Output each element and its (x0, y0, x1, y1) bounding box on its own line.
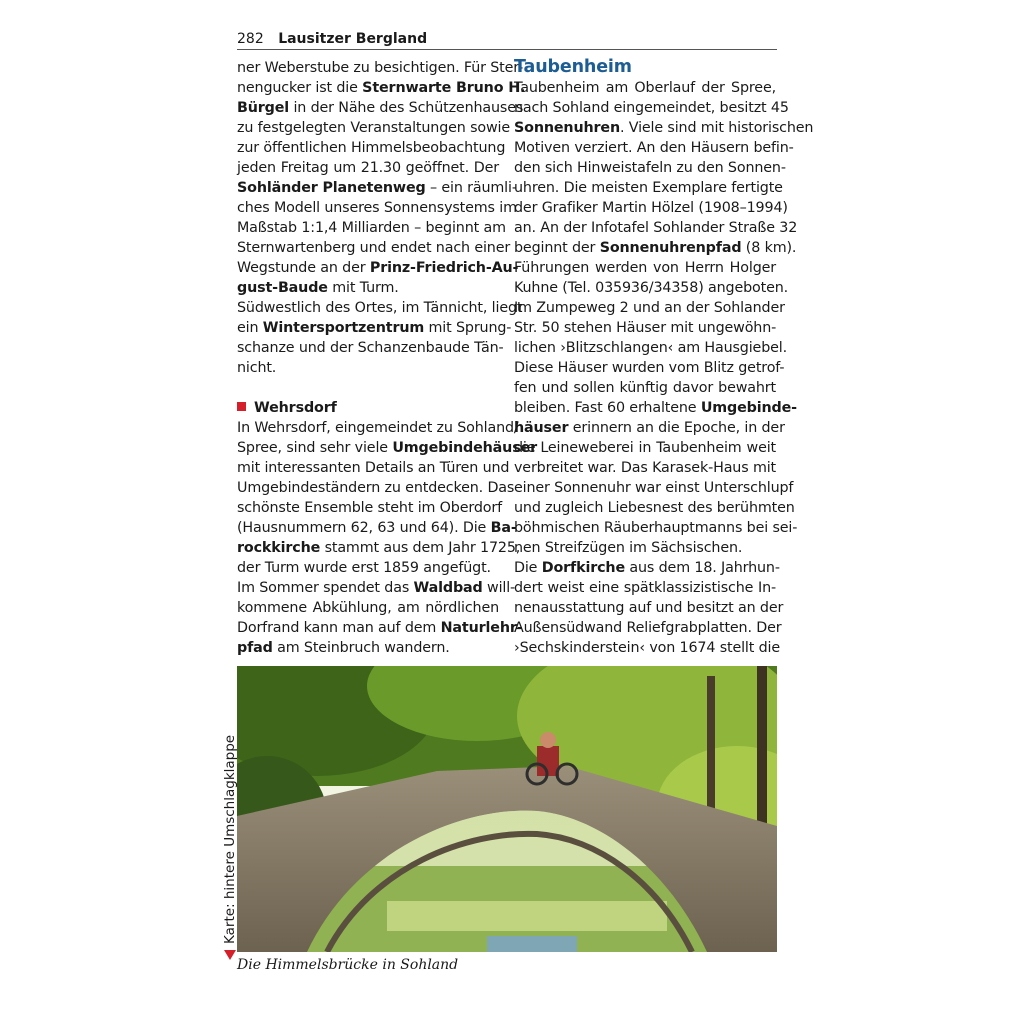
right-column (514, 57, 814, 658)
bold-term: Umgebindehäuser (392, 440, 538, 456)
text-line: Sonnenuhren. Viele sind mit historischen (514, 120, 814, 136)
bold-term: Dorfkirche (541, 560, 626, 576)
text-line: ›Sechskinderstein‹ von 1674 stellt die (514, 640, 780, 656)
map-reference-text: Karte: hintere Umschlagklappe (222, 734, 238, 944)
bold-term: Sonnenuhrenpfad (599, 240, 742, 256)
heading-taubenheim: Taubenheim (514, 57, 632, 77)
text-line: Diese Häuser wurden vom Blitz getrof- (514, 360, 785, 376)
text-line: ches Modell unseres Sonnensystems im (237, 200, 517, 216)
bold-term: Prinz-Friedrich-Au- (369, 260, 519, 276)
text-line: Taubenheim am Oberlauf der Spree, (514, 80, 776, 96)
bold-term: rockkirche (237, 540, 321, 556)
text-line: In Wehrsdorf, eingemeindet zu Sohland/ (237, 420, 519, 436)
text-line: Sternwartenberg und endet nach einer (237, 240, 511, 256)
text-line: schanze und der Schanzenbaude Tän- (237, 340, 504, 356)
text-line: Wegstunde an der Prinz-Friedrich-Au- (237, 260, 519, 276)
photo-caption: Die Himmelsbrücke in Sohland (237, 957, 459, 973)
text-line: uhren. Die meisten Exemplare fertigte (514, 180, 783, 196)
bridge-photo (237, 666, 777, 952)
text-line: dert weist eine spätklassizistische In- (514, 580, 776, 596)
text-line: Spree, sind sehr viele Umgebindehäuser (237, 440, 538, 456)
text-line: einer Sonnenuhr war einst Unterschlupf (514, 480, 794, 496)
red-triangle-icon (224, 950, 236, 960)
bold-term: Sohländer Planetenweg (237, 180, 426, 196)
text-line: zur öffentlichen Himmelsbeobachtung (237, 140, 506, 156)
paragraph (237, 298, 523, 378)
subheading-wehrsdorf (237, 398, 499, 418)
bold-term: Waldbad (413, 580, 483, 596)
paragraph (514, 558, 784, 658)
text-line: Im Sommer spendet das Waldbad will- (237, 580, 516, 596)
bold-term: Naturlehr- (440, 620, 523, 636)
text-line: Außensüdwand Reliefgrabplatten. Der (514, 620, 782, 636)
text-line: den sich Hinweistafeln zu den Sonnen- (514, 160, 786, 176)
text-line: kommene Abkühlung, am nördlichen (237, 600, 499, 616)
text-line: mit interessanten Details an Türen und (237, 460, 510, 476)
text-line: Bürgel in der Nähe des Schützenhauses (237, 100, 524, 116)
text-line: (Hausnummern 62, 63 und 64). Die Ba- (237, 520, 517, 536)
subheading-text: Wehrsdorf (254, 400, 337, 416)
bold-term: gust-Baude (237, 280, 328, 296)
text-line: zu festgelegten Veranstaltungen sowie (237, 120, 510, 136)
running-header (237, 29, 777, 50)
section-title: Lausitzer Bergland (278, 31, 428, 47)
text-line: nen Streifzügen im Sächsischen. (514, 540, 743, 556)
text-line: Im Zumpeweg 2 und an der Sohlander (514, 300, 785, 316)
text-line: böhmischen Räuberhauptmanns bei sei- (514, 520, 798, 536)
paragraph (237, 578, 523, 658)
text-line: nengucker ist die Sternwarte Bruno H. (237, 80, 526, 96)
text-line: verbreitet war. Das Karasek-Haus mit (514, 460, 776, 476)
text-line: häuser erinnern an die Epoche, in der (514, 420, 785, 436)
bridge-illustration (237, 666, 777, 952)
text-line: Die Dorfkirche aus dem 18. Jahrhun- (514, 560, 780, 576)
text-line: rockkirche stammt aus dem Jahr 1725, (237, 540, 521, 556)
bold-term: häuser (514, 420, 569, 436)
bold-term: Sonnenuhren (514, 120, 620, 136)
map-reference (222, 735, 238, 960)
text-line: Umgebindeständern zu entdecken. Das (237, 480, 515, 496)
text-line: Maßstab 1:1,4 Milliarden – beginnt am (237, 220, 506, 236)
bold-term: Bürgel (237, 100, 290, 116)
text-line: Führungen werden von Herrn Holger (514, 260, 776, 276)
text-line: ein Wintersportzentrum mit Sprung- (237, 320, 512, 336)
text-line: Dorfrand kann man auf dem Naturlehr- (237, 620, 523, 636)
text-line: nenausstattung auf und besitzt an der (514, 600, 784, 616)
text-line: fen und sollen künftig davor bewahrt (514, 380, 776, 396)
bold-term: Wintersportzentrum (262, 320, 425, 336)
text-line: Sohländer Planetenweg – ein räumli- (237, 180, 517, 196)
text-line: der Grafiker Martin Hölzel (1908–1994) (514, 200, 788, 216)
text-line: bleiben. Fast 60 erhaltene Umgebinde- (514, 400, 797, 416)
bold-term: Ba- (490, 520, 517, 536)
text-line: an. An der Infotafel Sohlander Straße 32 (514, 220, 798, 236)
paragraph (237, 418, 538, 578)
bold-term: pfad (237, 640, 273, 656)
bold-term: Umgebinde- (700, 400, 797, 416)
paragraph (237, 58, 526, 298)
text-line: gust-Baude mit Turm. (237, 280, 399, 296)
text-line: lichen ›Blitzschlangen‹ am Hausgiebel. (514, 340, 787, 356)
left-column (237, 58, 538, 658)
red-square-marker (237, 402, 246, 411)
text-line: der Turm wurde erst 1859 angefügt. (237, 560, 491, 576)
text-line: Str. 50 stehen Häuser mit ungewöhn- (514, 320, 777, 336)
text-line: und zugleich Liebesnest des berühmten (514, 500, 795, 516)
text-line: pfad am Steinbruch wandern. (237, 640, 450, 656)
text-line: Kuhne (Tel. 035936/34358) angeboten. (514, 280, 789, 296)
paragraph (514, 78, 814, 558)
text-line: Motiven verziert. An den Häusern befin- (514, 140, 794, 156)
text-line: die Leineweberei in Taubenheim weit (514, 440, 776, 456)
text-line: ner Weberstube zu besichtigen. Für Ster- (237, 60, 524, 76)
text-line: schönste Ensemble steht im Oberdorf (237, 500, 502, 516)
text-line: nach Sohland eingemeindet, besitzt 45 (514, 100, 789, 116)
text-line: jeden Freitag um 21.30 geöffnet. Der (237, 160, 499, 176)
text-line: nicht. (237, 360, 277, 376)
text-line: Südwestlich des Ortes, im Tännicht, liegt (237, 300, 523, 316)
text-line: beginnt der Sonnenuhrenpfad (8 km). (514, 240, 797, 256)
page-number: 282 (237, 31, 264, 47)
bold-term: Sternwarte Bruno H. (362, 80, 526, 96)
